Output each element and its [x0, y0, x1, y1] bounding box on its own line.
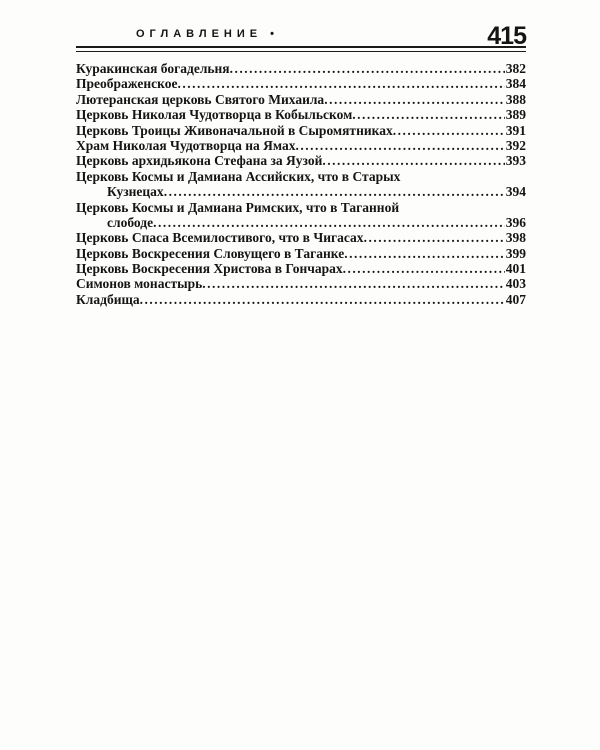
toc-entry-page: 401	[505, 261, 526, 277]
heading-bullet: •	[270, 28, 275, 40]
dot-leader	[344, 246, 505, 261]
toc-entry-title: Кузнецах	[107, 184, 164, 200]
toc-entry	[76, 107, 526, 122]
chapter-heading-text: ОГЛАВЛЕНИЕ	[136, 28, 263, 40]
toc-entry-page: 393	[505, 153, 526, 169]
dot-leader	[230, 61, 505, 76]
dot-leader	[164, 184, 505, 199]
toc-entry	[76, 230, 526, 245]
toc-entry-wrapped-second-line	[76, 184, 526, 199]
toc-entry-page: 392	[505, 137, 526, 153]
toc-entry-title: Церковь Воскресения Христова в Гончарах	[76, 261, 343, 277]
toc-entry-title: Церковь Троицы Живоначальной в Сыромятниках	[76, 122, 393, 138]
toc-entry-title: Храм Николая Чудотворца на Ямах	[76, 137, 296, 153]
dot-leader	[140, 292, 505, 307]
text-block	[76, 18, 526, 307]
toc-entry	[76, 138, 526, 153]
toc-entry-title: Куракинская богадельня	[76, 61, 230, 76]
toc-entry-title: Церковь Николая Чудотворца в Кобыльском	[76, 107, 353, 123]
toc-entry-page: 398	[505, 230, 526, 246]
toc-entry-wrapped-second-line	[76, 215, 526, 230]
folio-page-number: 415	[487, 21, 526, 50]
double-rule-divider	[76, 46, 526, 52]
toc-entry-title: слободе	[107, 214, 154, 230]
dot-leader	[352, 107, 504, 122]
toc-entry-wrapped-first-line	[76, 200, 526, 215]
dot-leader	[177, 76, 504, 91]
toc-entry-page: 384	[505, 76, 526, 92]
toc-entry-title: Преображенское	[76, 76, 178, 92]
toc-entry	[76, 153, 526, 168]
dot-leader	[153, 215, 505, 230]
toc-entry-page: 382	[505, 61, 526, 76]
toc-entry-page: 394	[505, 184, 526, 200]
toc-entry-title: Церковь Космы и Дамиана Римских, что в Таганной	[76, 199, 400, 215]
toc-entry-title: Симонов монастырь	[76, 276, 203, 292]
toc-entry-page: 403	[505, 276, 526, 292]
toc-entry	[76, 292, 526, 307]
toc-entry-page: 407	[505, 291, 526, 307]
toc-entry	[76, 246, 526, 261]
toc-entry	[76, 92, 526, 107]
toc-entry-page: 399	[505, 245, 526, 261]
toc-entry-page: 391	[505, 122, 526, 138]
toc-entry-page: 388	[505, 91, 526, 107]
dot-leader	[364, 230, 505, 245]
toc-entry	[76, 123, 526, 138]
dot-leader	[393, 123, 505, 138]
running-head	[76, 18, 526, 50]
toc-entry-title: Церковь Космы и Дамиана Ассийских, что в Старых	[76, 168, 401, 184]
toc-entry	[76, 261, 526, 276]
chapter-heading	[136, 28, 274, 40]
dot-leader	[202, 276, 504, 291]
dot-leader	[343, 261, 505, 276]
toc-entry-title: Церковь Воскресения Словущего в Таганке	[76, 245, 345, 261]
toc-entry	[76, 76, 526, 91]
toc-entry-page: 389	[505, 107, 526, 123]
table-of-contents	[76, 61, 526, 307]
toc-entry-title: Лютеранская церковь Святого Михаила	[76, 91, 325, 107]
toc-entry-title: Церковь Спаса Всемилостивого, что в Чигасах	[76, 230, 364, 246]
toc-entry-title: Церковь архидьякона Стефана за Яузой	[76, 153, 323, 169]
toc-entry	[76, 276, 526, 291]
toc-entry-wrapped-first-line	[76, 169, 526, 184]
dot-leader	[322, 153, 504, 168]
dot-leader	[296, 138, 505, 153]
toc-entry-page: 396	[505, 214, 526, 230]
dot-leader	[324, 92, 505, 107]
toc-entry-title: Кладбища	[76, 291, 140, 307]
toc-entry	[76, 61, 526, 76]
